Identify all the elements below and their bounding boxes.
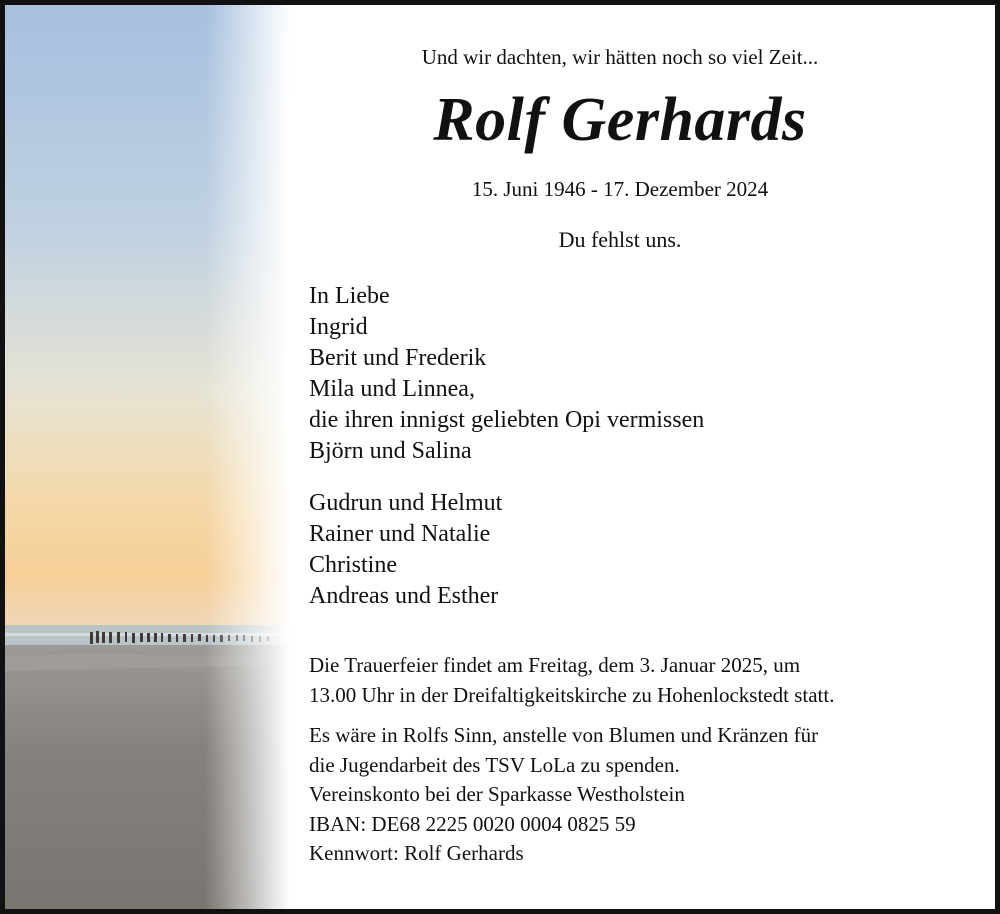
mourner-line: Christine [309, 552, 397, 578]
donation-line: die Jugendarbeit des TSV LoLa zu spenden. [309, 752, 680, 777]
mourner-line: Berit und Frederik [309, 345, 487, 371]
quote-line: Und wir dachten, wir hätten noch so viel Zeit... [421, 45, 819, 69]
life-dates: 15. Juni 1946 - 17. Dezember 2024 [471, 177, 769, 201]
mourners-family [309, 281, 704, 467]
mourner-line: die ihren innigst geliebten Opi vermissen [309, 407, 705, 433]
notice-content [290, 5, 995, 909]
funeral-info [309, 651, 979, 710]
beach-sunset-photo [5, 5, 290, 909]
keyword-line: Kennwort: Rolf Gerhards [309, 841, 524, 865]
mourner-line: Mila und Linnea, [309, 376, 475, 402]
donation-info [309, 721, 979, 869]
funeral-line: 13.00 Uhr in der Dreifaltigkeitskirche zu Hohenlockstedt statt. [309, 682, 835, 707]
mourner-line: In Liebe [309, 283, 390, 309]
mourner-line: Gudrun und Helmut [309, 490, 503, 516]
donation-line: Vereinskonto bei der Sparkasse Westholstein [309, 782, 685, 806]
deceased-name: Rolf Gerhards [433, 86, 807, 154]
mourners-relatives [309, 488, 502, 612]
mourner-line: Ingrid [309, 314, 368, 340]
missed-line: Du fehlst uns. [558, 227, 682, 252]
mourner-line: Rainer und Natalie [309, 521, 491, 547]
mourner-line: Björn und Salina [309, 438, 472, 464]
iban-line: IBAN: DE68 2225 0020 0004 0825 59 [309, 811, 636, 836]
donation-line: Es wäre in Rolfs Sinn, anstelle von Blumen und Kränzen für [309, 723, 819, 747]
funeral-line: Die Trauerfeier findet am Freitag, dem 3. Januar 2025, um [309, 653, 801, 677]
mourner-line: Andreas und Esther [309, 583, 499, 609]
